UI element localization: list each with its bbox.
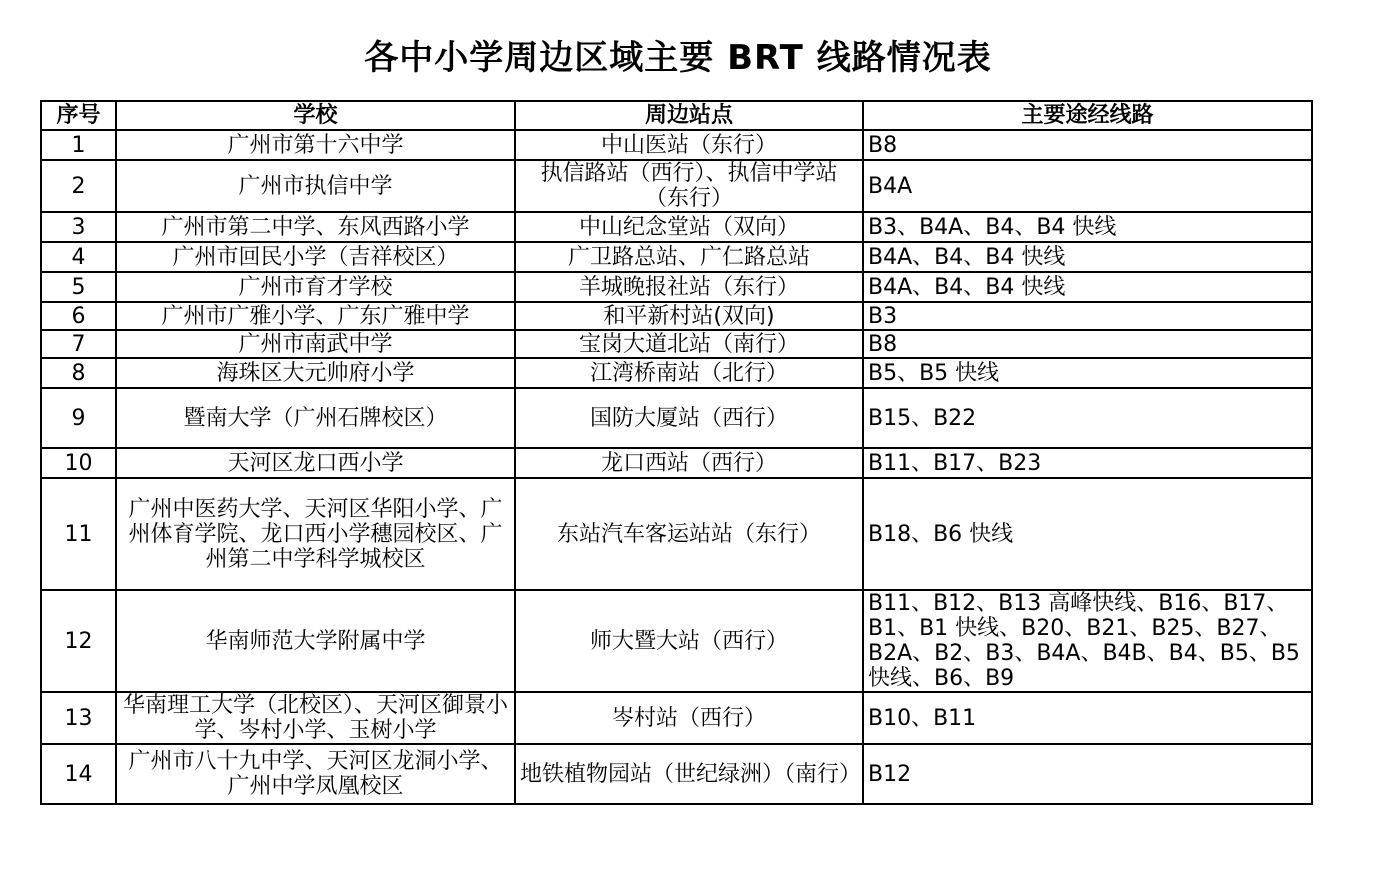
- nearby-station: 东站汽车客运站站（东行）: [515, 478, 863, 590]
- bus-routes: B15、B22: [863, 388, 1312, 448]
- row-number: 6: [41, 302, 116, 330]
- table-row: [41, 590, 1312, 692]
- nearby-station: 师大暨大站（西行）: [515, 590, 863, 692]
- school-name: 广州市八十九中学、天河区龙洞小学、广州中学凤凰校区: [116, 744, 515, 804]
- table-row: [41, 358, 1312, 388]
- table-row: [41, 272, 1312, 302]
- row-number: 2: [41, 160, 116, 212]
- row-number: 11: [41, 478, 116, 590]
- bus-routes: B11、B17、B23: [863, 448, 1312, 478]
- table-row: [41, 242, 1312, 272]
- school-name: 广州市广雅小学、广东广雅中学: [116, 302, 515, 330]
- header-station: 周边站点: [515, 101, 863, 130]
- bus-routes: B4A、B4、B4 快线: [863, 242, 1312, 272]
- page-title: 各中小学周边区域主要 BRT 线路情况表: [364, 38, 992, 78]
- nearby-station: 羊城晚报社站（东行）: [515, 272, 863, 302]
- brt-route-table: [40, 100, 1313, 805]
- table-row: [41, 744, 1312, 804]
- school-name: 华南师范大学附属中学: [116, 590, 515, 692]
- row-number: 7: [41, 330, 116, 358]
- bus-routes: B3: [863, 302, 1312, 330]
- row-number: 9: [41, 388, 116, 448]
- header-school: 学校: [116, 101, 515, 130]
- school-name: 广州中医药大学、天河区华阳小学、广州体育学院、龙口西小学穗园校区、广州第二中学科学城校区: [116, 478, 515, 590]
- bus-routes: B4A、B4、B4 快线: [863, 272, 1312, 302]
- school-name: 海珠区大元帅府小学: [116, 358, 515, 388]
- school-name: 华南理工大学（北校区）、天河区御景小学、岑村小学、玉树小学: [116, 692, 515, 744]
- table-row: [41, 302, 1312, 330]
- school-name: 暨南大学（广州石牌校区）: [116, 388, 515, 448]
- nearby-station: 中山医站（东行）: [515, 130, 863, 160]
- bus-routes: B3、B4A、B4、B4 快线: [863, 212, 1312, 242]
- table-row: [41, 330, 1312, 358]
- school-name: 天河区龙口西小学: [116, 448, 515, 478]
- row-number: 1: [41, 130, 116, 160]
- header-routes: 主要途经线路: [863, 101, 1312, 130]
- school-name: 广州市南武中学: [116, 330, 515, 358]
- school-name: 广州市第十六中学: [116, 130, 515, 160]
- row-number: 4: [41, 242, 116, 272]
- table-row: [41, 130, 1312, 160]
- row-number: 3: [41, 212, 116, 242]
- table-header-row: [41, 101, 1312, 130]
- table-row: [41, 212, 1312, 242]
- table-row: [41, 478, 1312, 590]
- bus-routes: B8: [863, 130, 1312, 160]
- nearby-station: 龙口西站（西行）: [515, 448, 863, 478]
- nearby-station: 中山纪念堂站（双向）: [515, 212, 863, 242]
- nearby-station: 岑村站（西行）: [515, 692, 863, 744]
- row-number: 5: [41, 272, 116, 302]
- bus-routes: B4A: [863, 160, 1312, 212]
- table-row: [41, 388, 1312, 448]
- table-row: [41, 160, 1312, 212]
- row-number: 10: [41, 448, 116, 478]
- row-number: 14: [41, 744, 116, 804]
- nearby-station: 广卫路总站、广仁路总站: [515, 242, 863, 272]
- school-name: 广州市回民小学（吉祥校区）: [116, 242, 515, 272]
- table-row: [41, 692, 1312, 744]
- nearby-station: 江湾桥南站（北行）: [515, 358, 863, 388]
- nearby-station: 宝岗大道北站（南行）: [515, 330, 863, 358]
- school-name: 广州市育才学校: [116, 272, 515, 302]
- school-name: 广州市第二中学、东风西路小学: [116, 212, 515, 242]
- bus-routes: B12: [863, 744, 1312, 804]
- bus-routes: B11、B12、B13 高峰快线、B16、B17、B1、B1 快线、B20、B21、B25、B27、B2A、B2、B3、B4A、B4B、B4、B5、B5 快线、B6、B9: [863, 590, 1312, 692]
- row-number: 13: [41, 692, 116, 744]
- nearby-station: 执信路站（西行）、执信中学站（东行）: [515, 160, 863, 212]
- table-row: [41, 448, 1312, 478]
- row-number: 8: [41, 358, 116, 388]
- nearby-station: 地铁植物园站（世纪绿洲）（南行）: [515, 744, 863, 804]
- nearby-station: 和平新村站(双向): [515, 302, 863, 330]
- bus-routes: B10、B11: [863, 692, 1312, 744]
- bus-routes: B8: [863, 330, 1312, 358]
- bus-routes: B18、B6 快线: [863, 478, 1312, 590]
- school-name: 广州市执信中学: [116, 160, 515, 212]
- row-number: 12: [41, 590, 116, 692]
- bus-routes: B5、B5 快线: [863, 358, 1312, 388]
- nearby-station: 国防大厦站（西行）: [515, 388, 863, 448]
- header-number: 序号: [41, 101, 116, 130]
